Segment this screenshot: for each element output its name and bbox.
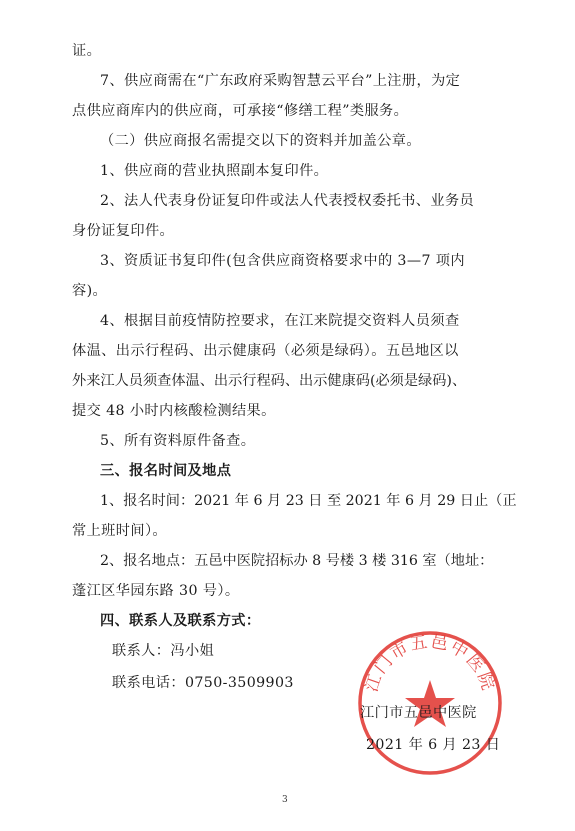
contact-phone: 联系电话：0750-3509903 — [112, 675, 294, 691]
svg-text:江门市五邑中医院: 江门市五邑中医院 — [361, 632, 499, 695]
signature-organization: 江门市五邑中医院 — [360, 705, 477, 721]
text-line: 1、报名时间：2021 年 6 月 23 日 至 2021 年 6 月 29 日止（正 — [100, 493, 517, 509]
text-line: 蓬江区华园东路 30 号）。 — [72, 583, 240, 599]
text-line: 容)。 — [72, 283, 108, 299]
text-line: 1、供应商的营业执照副本复印件。 — [100, 163, 329, 179]
text-line: 外来江人员须查体温、出示行程码、出示健康码(必须是绿码)、 — [72, 373, 467, 389]
text-line: 点供应商库内的供应商，可承接“修缮工程”类服务。 — [72, 103, 409, 119]
page-number: 3 — [282, 795, 288, 805]
text-line: 5、所有资料原件备查。 — [100, 433, 256, 449]
signature-date: 2021 年 6 月 23 日 — [366, 737, 501, 753]
text-line: 4、根据目前疫情防控要求，在江来院提交资料人员须查 — [100, 313, 460, 329]
text-line: 7、供应商需在“广东政府采购智慧云平台”上注册，为定 — [100, 73, 461, 89]
text-line: 体温、出示行程码、出示健康码（必须是绿码）。五邑地区以 — [72, 343, 459, 359]
section-heading: 四、联系人及联系方式： — [100, 613, 261, 629]
text-line: 证。 — [72, 43, 102, 59]
text-line: （二）供应商报名需提交以下的资料并加盖公章。 — [100, 133, 421, 149]
text-line: 2、报名地点：五邑中医院招标办 8 号楼 3 楼 316 室（地址： — [100, 553, 494, 569]
text-line: 2、法人代表身份证复印件或法人代表授权委托书、业务员 — [100, 193, 475, 209]
text-line: 常上班时间）。 — [72, 523, 168, 539]
text-line: 身份证复印件。 — [72, 223, 175, 239]
contact-person: 联系人：冯小姐 — [112, 643, 215, 659]
text-line: 提交 48 小时内核酸检测结果。 — [72, 403, 276, 419]
text-line: 3、资质证书复印件(包含供应商资格要求中的 3—7 项内 — [100, 253, 465, 269]
section-heading: 三、报名时间及地点 — [100, 463, 232, 479]
